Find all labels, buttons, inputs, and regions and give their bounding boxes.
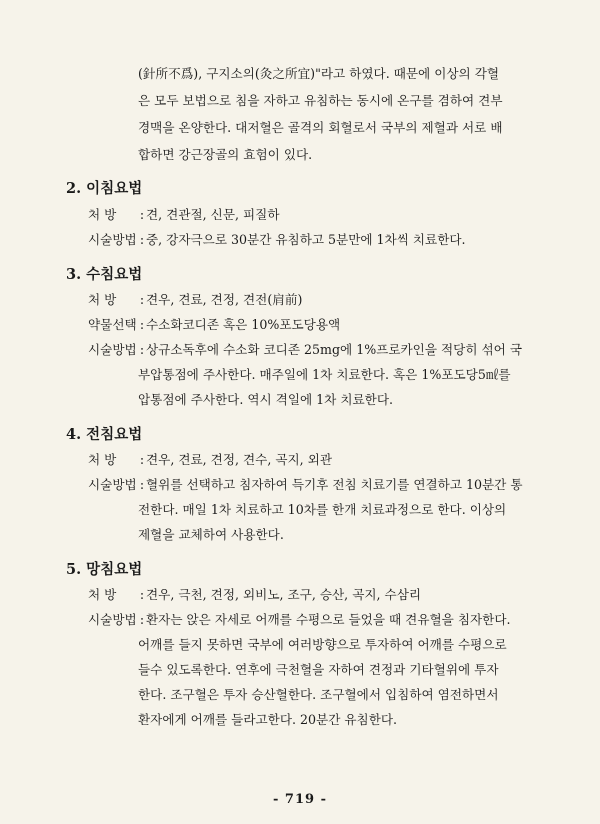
page-number: - 719 -: [273, 792, 327, 807]
intro-line: 은 모두 보법으로 침을 자하고 유침하는 동시에 온구를 겸하여 견부: [138, 93, 503, 108]
row-separator: :: [139, 292, 145, 307]
row-separator: :: [139, 232, 145, 247]
row-label: 시술방법: [88, 232, 137, 247]
row-separator: :: [139, 452, 145, 467]
prescription-row: [88, 452, 332, 468]
method-row: [88, 342, 522, 358]
prescription-row: [88, 292, 302, 308]
row-separator: :: [139, 317, 145, 332]
drug-selection-row: [88, 317, 340, 333]
row-text: 혈위를 선택하고 침자하여 득기후 전침 치료기를 연결하고 10분간 통: [146, 477, 523, 492]
row-separator: :: [139, 342, 145, 357]
row-label: 시술방법: [88, 477, 137, 492]
method-continuation: 환자에게 어깨를 들라고한다. 20분간 유침한다.: [138, 712, 398, 727]
row-label: 처 방: [88, 587, 117, 602]
row-separator: :: [139, 207, 145, 222]
row-text: 중, 강자극으로 30분간 유침하고 5분만에 1차씩 치료한다.: [146, 232, 466, 247]
method-row: [88, 477, 523, 493]
method-row: [88, 232, 466, 248]
intro-line: 경맥을 온양한다. 대저혈은 골격의 회혈로서 국부의 제혈과 서로 배: [138, 120, 503, 135]
row-text: 환자는 앉은 자세로 어깨를 수평으로 들었을 때 견유혈을 침자한다.: [146, 612, 511, 627]
section-heading: 3. 수침요법: [66, 266, 143, 283]
method-continuation: 압통점에 주사한다. 역시 격일에 1차 치료한다.: [138, 392, 394, 407]
row-separator: :: [139, 587, 145, 602]
prescription-row: [88, 587, 421, 603]
section-heading: 2. 이침요법: [66, 180, 143, 197]
row-text: 견우, 견료, 견정, 견전(肩前): [146, 292, 303, 307]
row-separator: :: [139, 477, 145, 492]
method-continuation: 들수 있도록한다. 연후에 극천혈을 자하여 견정과 기타혈위에 투자: [138, 662, 499, 677]
method-continuation: 전한다. 매일 1차 치료하고 10차를 한개 치료과정으로 한다. 이상의: [138, 502, 507, 517]
row-text: 견, 견관절, 신문, 피질하: [146, 207, 280, 222]
row-label: 처 방: [88, 452, 117, 467]
row-text: 견우, 견료, 견정, 견수, 곡지, 외관: [146, 452, 333, 467]
row-text: 수소화코디존 혹은 10%포도당용액: [146, 317, 341, 332]
method-continuation: 어깨를 들지 못하면 국부에 여러방향으로 투자하여 어깨를 수평으로: [138, 637, 507, 652]
method-continuation: 제혈을 교체하여 사용한다.: [138, 527, 284, 542]
method-row: [88, 612, 511, 628]
method-continuation: 부압통점에 주사한다. 매주일에 1차 치료한다. 혹은 1%포도당5㎖를: [138, 367, 511, 382]
row-label: 시술방법: [88, 342, 137, 357]
prescription-row: [88, 207, 280, 223]
section-heading: 4. 전침요법: [66, 426, 143, 443]
row-label: 처 방: [88, 207, 117, 222]
intro-line: 합하면 강근장골의 효험이 있다.: [138, 147, 313, 162]
row-label: 처 방: [88, 292, 117, 307]
row-label: 약물선택: [88, 317, 137, 332]
row-text: 상규소독후에 수소화 코디존 25mg에 1%프로카인을 적당히 섞어 국: [146, 342, 523, 357]
row-separator: :: [139, 612, 145, 627]
section-heading: 5. 망침요법: [66, 561, 143, 578]
intro-line: (針所不爲), 구지소의(灸之所宜)"라고 하였다. 때문에 이상의 각혈: [138, 66, 500, 81]
method-continuation: 한다. 조구혈은 투자 승산혈한다. 조구혈에서 입침하여 염전하면서: [138, 687, 499, 702]
row-text: 견우, 극천, 견정, 외비노, 조구, 승산, 곡지, 수삼리: [146, 587, 422, 602]
row-label: 시술방법: [88, 612, 137, 627]
